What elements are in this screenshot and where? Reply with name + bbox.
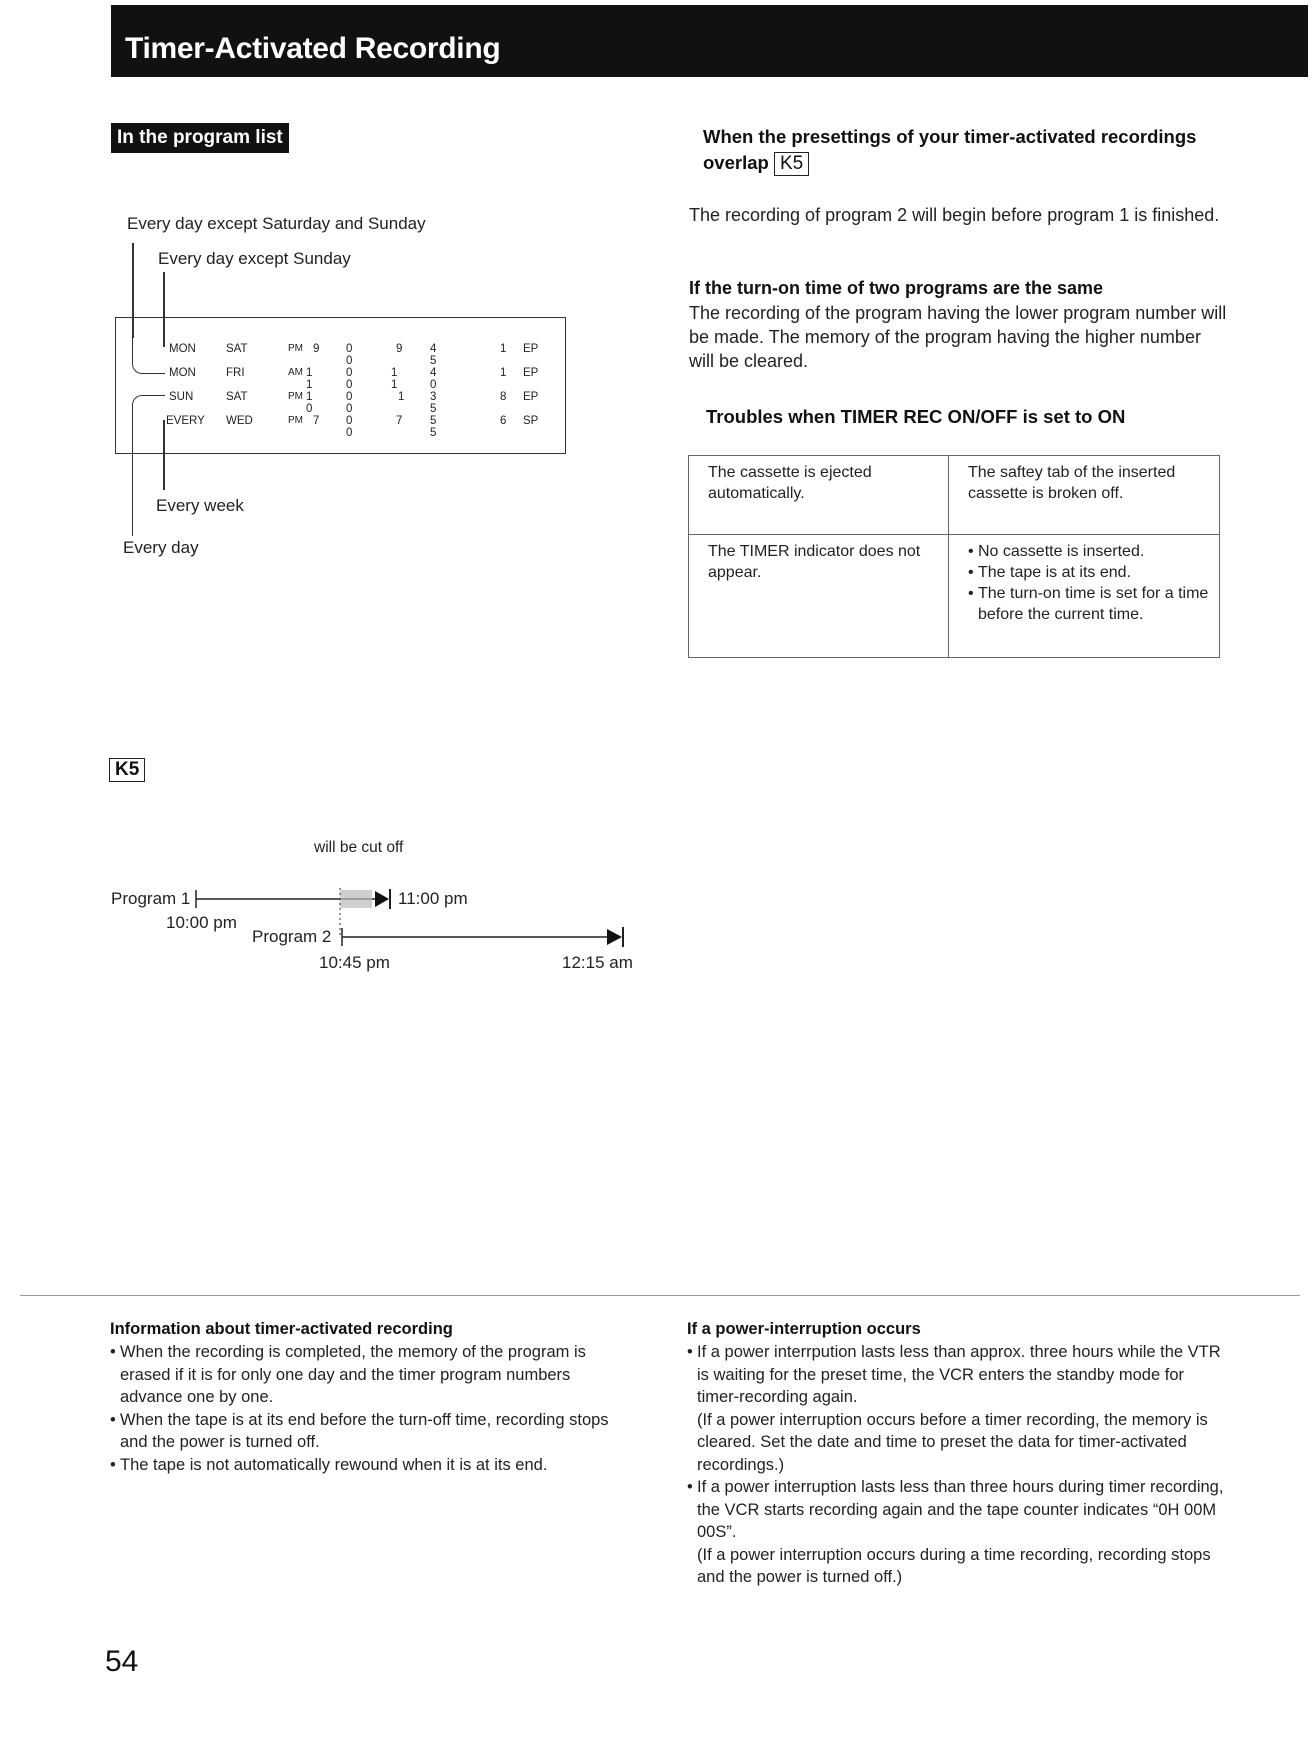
channel: 1 [500,343,507,355]
program1-start: 10:00 pm [166,913,237,932]
program1-label: Program 1 [111,889,191,908]
list-item: • When the recording is completed, the memory of the program is erased if it is for only one day and the timer program numbers advance one by one. [110,1341,630,1409]
am-pm: PM [288,391,303,402]
program1-arrow [375,891,389,907]
am-pm: AM [288,367,303,378]
same-time-section [689,275,1229,373]
section-divider [20,1295,1300,1296]
channel: 6 [500,415,507,427]
program2-arrow [607,929,622,945]
program2-label: Program 2 [252,927,332,946]
channel: 8 [500,391,507,403]
start-day: MON [169,343,196,355]
tape-speed: SP [523,415,539,427]
on-hour: 1 0 [306,391,313,415]
overlap-heading: When the presettings of your timer-activated recordings overlap K5 [703,126,1197,174]
info-section [110,1318,630,1476]
overlap-text: The recording of program 2 will begin before program 1 is finished. [689,205,1220,225]
list-item: • The turn-on time is set for a time before the current time. [968,583,1209,625]
on-hour: 9 [313,343,320,355]
am-pm: PM [288,415,303,426]
k5-ref: K5 [774,152,809,176]
on-minute: 0 0 [346,367,353,391]
list-item: • When the tape is at its end before the turn-off time, recording stops and the power is turned off. [110,1409,630,1454]
off-minute: 4 5 [430,343,437,367]
am-pm: PM [288,343,303,354]
same-time-heading: If the turn-on time of two programs are the same [689,278,1104,298]
off-minute: 4 0 [430,367,437,391]
info-heading: Information about timer-activated recording [110,1320,453,1338]
table-row [689,456,1220,535]
start-day: EVERY [166,415,205,427]
page-title: Timer-Activated Recording [125,32,501,65]
on-minute: 0 0 [346,415,353,439]
end-day: SAT [226,391,248,403]
annotation-every-week: Every week [156,496,244,515]
end-day: SAT [226,343,248,355]
table-row [689,535,1220,658]
off-hour: 1 [398,391,405,403]
off-hour: 1 1 [391,367,398,391]
off-minute: 5 5 [430,415,437,439]
cut-off-region [340,890,372,908]
program-list-label: In the program list [111,123,289,153]
timeline-diagram [0,0,700,1000]
power-section [687,1318,1227,1589]
on-hour: 7 [313,415,320,427]
tape-speed: EP [523,391,539,403]
page-number: 54 [105,1645,139,1678]
cut-off-label: will be cut off [314,839,404,856]
same-time-text: The recording of the program having the lower program number will be made. The memory of the program having the higher number will be cleared. [689,303,1227,371]
on-minute: 0 0 [346,343,353,367]
off-hour: 7 [396,415,403,427]
program2-end: 12:15 am [562,953,633,972]
symptom-cell: The cassette is ejected automatically. [689,456,949,535]
annotation-every-day: Every day [123,538,199,557]
program2-start: 10:45 pm [319,953,390,972]
tape-speed: EP [523,367,539,379]
troubles-table [688,455,1220,658]
off-minute: 3 5 [430,391,437,415]
off-hour: 9 [396,343,403,355]
list-item: • The tape is not automatically rewound when it is at its end. [110,1454,630,1477]
channel: 1 [500,367,507,379]
on-hour: 1 1 [306,367,313,391]
start-day: MON [169,367,196,379]
cause-cell: The saftey tab of the inserted cassette is broken off. [949,456,1220,535]
end-day: FRI [226,367,245,379]
troubles-heading: Troubles when TIMER REC ON/OFF is set to ON [706,406,1126,427]
program1-end: 11:00 pm [398,889,468,908]
list-item: • If a power interruption lasts less than three hours during timer recording, the VCR starts recording again and the tape counter indicates “0H 00M 00S”. (If a power interruption occurs during a time recording, recording stops and the power is turned off.) [687,1476,1227,1589]
start-day: SUN [169,391,194,403]
k5-label: K5 [109,758,145,782]
power-heading: If a power-interruption occurs [687,1320,921,1338]
tape-speed: EP [523,343,539,355]
cause-cell [949,535,1220,658]
note: (If a power interruption occurs during a time recording, recording stops and the power is turned off.) [697,1545,1211,1586]
list-item: • No cassette is inserted. [968,541,1209,562]
note: (If a power interruption occurs before a timer recording, the memory is cleared. Set the date and time to preset the data for timer-activated recordings.) [697,1410,1208,1474]
end-day: WED [226,415,253,427]
list-item: • If a power interrpution lasts less than approx. three hours while the VTR is waiting for the preset time, the VCR enters the standby mode for timer-recording again. (If a power interruption occurs before a timer recording, the memory is cleared. Set the date and time to preset the data for timer-activated recordings.) [687,1341,1227,1476]
list-item: • The tape is at its end. [968,562,1209,583]
annotation-weekdays: Every day except Saturday and Sunday [127,214,426,233]
annotation-except-sunday: Every day except Sunday [158,249,351,268]
on-minute: 0 0 [346,391,353,415]
symptom-cell: The TIMER indicator does not appear. [689,535,949,658]
